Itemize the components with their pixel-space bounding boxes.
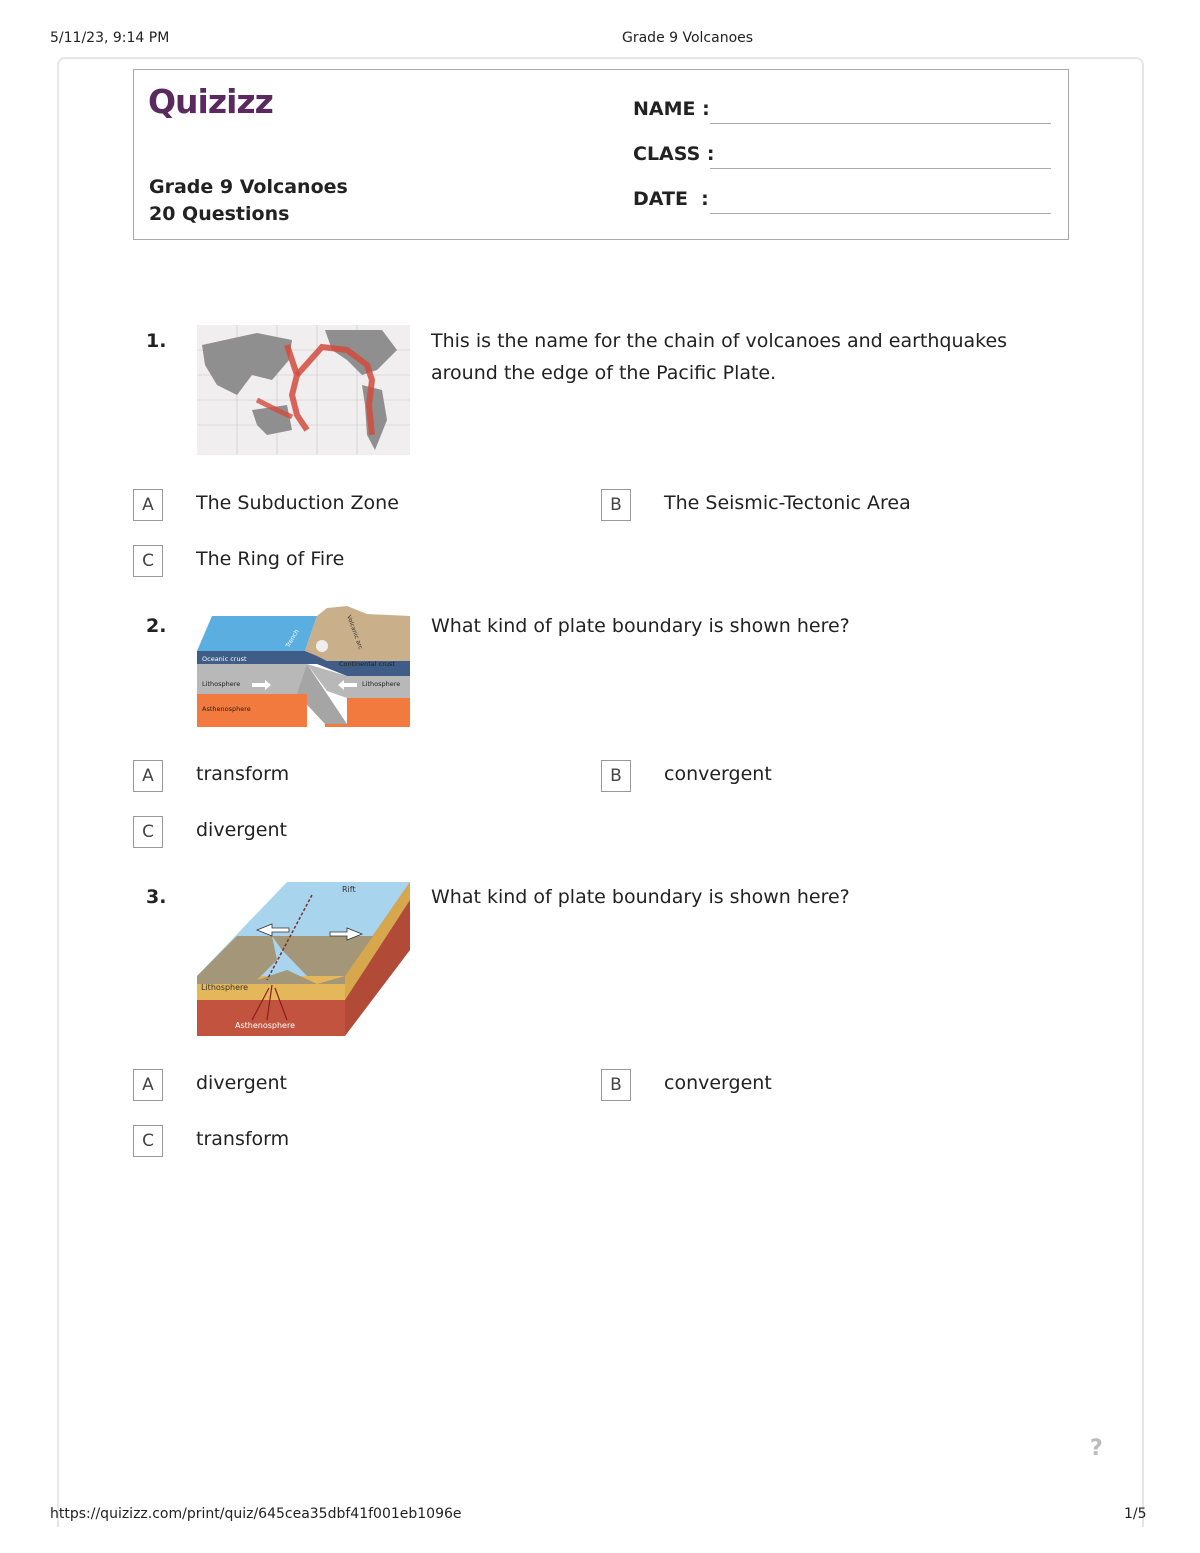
question-text: What kind of plate boundary is shown here? bbox=[431, 886, 850, 908]
class-field[interactable] bbox=[710, 168, 1051, 169]
option-c-text[interactable]: transform bbox=[196, 1128, 290, 1150]
rift-label: Rift bbox=[342, 885, 356, 894]
continental-crust-label: Continental crust bbox=[339, 660, 395, 668]
ring-of-fire-map-image bbox=[197, 325, 410, 455]
quizizz-logo: Quizizz bbox=[148, 82, 273, 121]
name-label: NAME : bbox=[633, 98, 710, 120]
option-c-letter[interactable]: C bbox=[133, 1125, 163, 1157]
rift-diagram-image bbox=[197, 880, 410, 1036]
option-b-letter[interactable]: B bbox=[601, 489, 631, 521]
option-b-letter[interactable]: B bbox=[601, 1069, 631, 1101]
question-count: 20 Questions bbox=[149, 203, 290, 225]
option-a-letter[interactable]: A bbox=[133, 489, 163, 521]
option-a-text[interactable]: The Subduction Zone bbox=[196, 492, 399, 514]
print-url: https://quizizz.com/print/quiz/645cea35dbf41f001eb1096e bbox=[50, 1506, 462, 1522]
option-c-text[interactable]: divergent bbox=[196, 819, 287, 841]
asthenosphere-label: Asthenosphere bbox=[235, 1021, 296, 1030]
print-page-number: 1/5 bbox=[1124, 1506, 1147, 1522]
option-c-letter[interactable]: C bbox=[133, 545, 163, 577]
option-c-letter[interactable]: C bbox=[133, 816, 163, 848]
question-text: This is the name for the chain of volcanoes and earthquakes around the edge of the Pacific Plate. bbox=[431, 330, 1008, 384]
help-icon[interactable]: ? bbox=[1090, 1436, 1103, 1461]
question-number: 1. bbox=[146, 330, 167, 352]
subduction-diagram-image bbox=[197, 606, 410, 727]
oceanic-crust-label: Oceanic crust bbox=[202, 655, 247, 663]
question-number: 3. bbox=[146, 886, 167, 908]
trench-label: Trench bbox=[284, 628, 301, 649]
question-number: 2. bbox=[146, 615, 167, 637]
option-b-text[interactable]: convergent bbox=[664, 1072, 772, 1094]
print-doc-title: Grade 9 Volcanoes bbox=[622, 30, 754, 46]
print-datetime: 5/11/23, 9:14 PM bbox=[50, 30, 170, 46]
name-field[interactable] bbox=[710, 123, 1051, 124]
option-a-text[interactable]: transform bbox=[196, 763, 290, 785]
option-b-letter[interactable]: B bbox=[601, 760, 631, 792]
class-label: CLASS : bbox=[633, 143, 715, 165]
date-label: DATE : bbox=[633, 188, 709, 210]
quiz-title: Grade 9 Volcanoes bbox=[149, 176, 348, 198]
option-a-letter[interactable]: A bbox=[133, 1069, 163, 1101]
quiz-title-block bbox=[149, 174, 348, 228]
option-b-text[interactable]: convergent bbox=[664, 763, 772, 785]
volcanic-arc-label: Volcanic arc bbox=[345, 614, 364, 651]
asthenosphere-label: Asthenosphere bbox=[202, 705, 251, 713]
question-text: What kind of plate boundary is shown here? bbox=[431, 615, 850, 637]
option-c-text[interactable]: The Ring of Fire bbox=[196, 548, 345, 570]
lithosphere-left-label: Lithosphere bbox=[202, 680, 241, 688]
lithosphere-label: Lithosphere bbox=[201, 983, 249, 992]
option-a-text[interactable]: divergent bbox=[196, 1072, 287, 1094]
page-frame bbox=[57, 57, 1144, 1527]
option-b-text[interactable]: The Seismic-Tectonic Area bbox=[664, 492, 911, 514]
date-field[interactable] bbox=[710, 213, 1051, 214]
lithosphere-right-label: Lithosphere bbox=[362, 680, 401, 688]
option-a-letter[interactable]: A bbox=[133, 760, 163, 792]
